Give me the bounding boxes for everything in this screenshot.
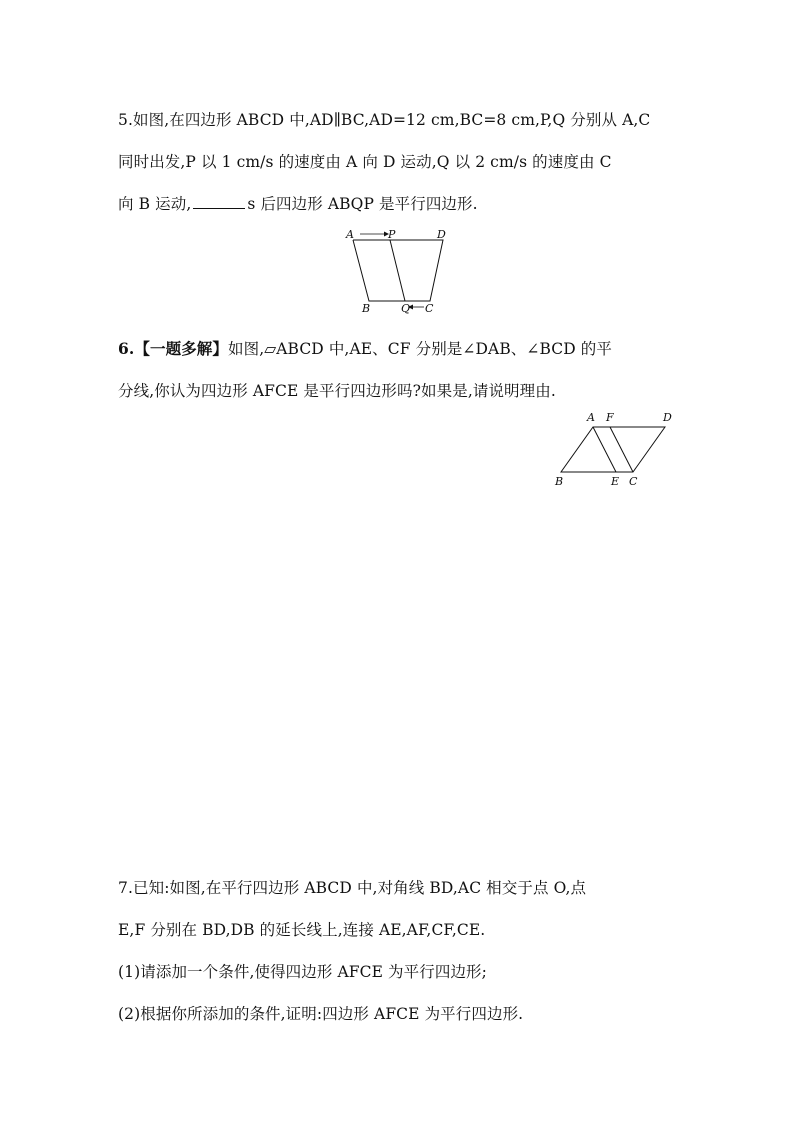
q5-trapezoid-figure — [340, 222, 460, 322]
q5-line-1: 5.如图,在四边形 ABCD 中,AD∥BC,AD=12 cm,BC=8 cm,P,Q 分别从 A,C — [118, 111, 651, 129]
answer-blank[interactable] — [193, 196, 245, 209]
q6-tag: 【一题多解】 — [134, 339, 228, 358]
q5-line-2: 同时出发,P 以 1 cm/s 的速度由 A 向 D 运动,Q 以 2 cm/s 的速度由 C — [118, 153, 612, 171]
q6-line-2: 分线,你认为四边形 AFCE 是平行四边形吗?如果是,请说明理由. — [118, 382, 556, 400]
label-f: F — [606, 411, 614, 424]
q7-line-2: E,F 分别在 BD,DB 的延长线上,连接 AE,AF,CF,CE. — [118, 921, 486, 939]
label-b: B — [362, 302, 371, 315]
q6-number: 6. — [118, 339, 135, 358]
label-d: D — [663, 411, 672, 424]
label-a: A — [587, 411, 595, 424]
label-p: P — [388, 228, 396, 241]
label-e: E — [611, 475, 620, 488]
q5-line-3 — [118, 192, 478, 214]
q7-line-1: 7.已知:如图,在平行四边形 ABCD 中,对角线 BD,AC 相交于点 O,点 — [118, 879, 587, 897]
label-c: C — [629, 475, 638, 488]
q7-line-4: (2)根据你所添加的条件,证明:四边形 AFCE 为平行四边形. — [118, 1005, 524, 1023]
segment-pq — [390, 240, 405, 301]
segment-cf — [610, 427, 633, 472]
segment-ae — [593, 427, 616, 472]
label-b: B — [555, 475, 564, 488]
q6-line-1 — [118, 337, 612, 359]
q5-line-3-end: s 后四边形 ABQP 是平行四边形. — [247, 195, 478, 213]
q6-line-1-text: 如图,▱ABCD 中,AE、CF 分别是∠DAB、∠BCD 的平 — [228, 340, 612, 358]
q6-parallelogram-figure — [553, 408, 683, 490]
label-q: Q — [401, 302, 411, 315]
label-d: D — [437, 228, 446, 241]
q7-line-3: (1)请添加一个条件,使得四边形 AFCE 为平行四边形; — [118, 963, 487, 981]
q5-line-3-start: 向 B 运动, — [118, 195, 192, 213]
label-a: A — [346, 228, 354, 241]
label-c: C — [425, 302, 434, 315]
